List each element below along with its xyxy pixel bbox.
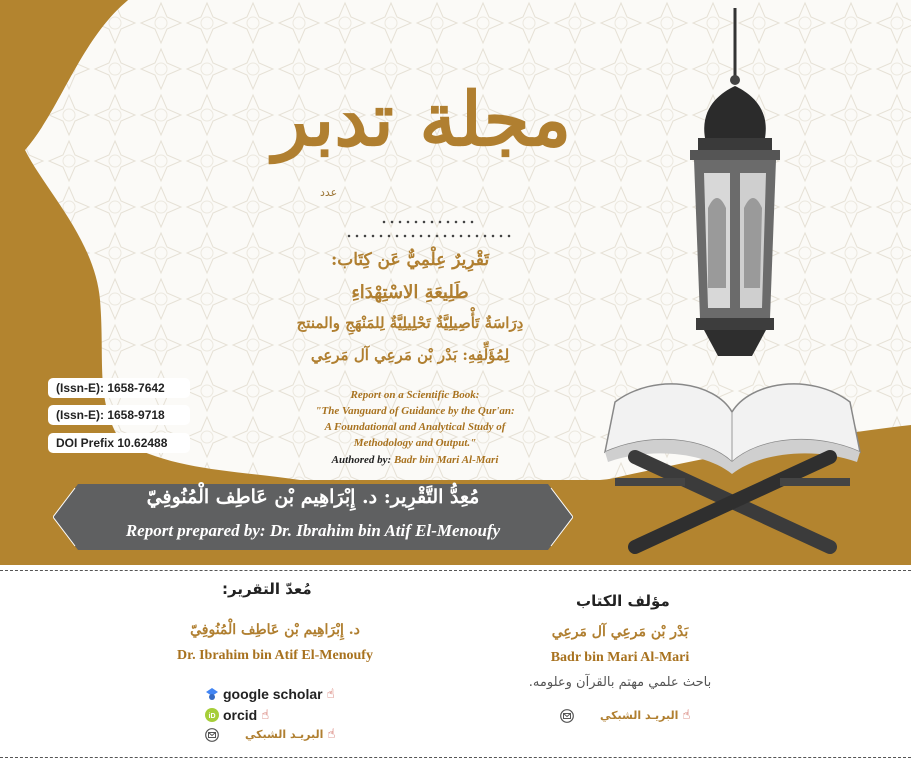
preparer-name-ar: د. إِبْرَاهِيم بْن عَاطِف الْمُنُوفِيّ bbox=[190, 622, 360, 638]
report-title-ar-4: لِمُؤَلِّفِهِ: بَدْر بْن مَرعِي آل مَرعِي bbox=[310, 346, 510, 364]
orcid-link[interactable] bbox=[205, 707, 269, 723]
google-scholar-link[interactable] bbox=[205, 686, 335, 702]
author-name-ar: بَدْر بْن مَرعِي آل مَرعِي bbox=[551, 624, 689, 640]
pointing-hand-icon: ☝ bbox=[682, 708, 691, 723]
author-email-link[interactable] bbox=[560, 708, 690, 723]
google-scholar-icon bbox=[205, 687, 219, 701]
authored-by-line bbox=[260, 454, 570, 466]
dotted-divider bbox=[380, 220, 476, 224]
author-description: باحث علمي مهتم بالقرآن وعلومه. bbox=[528, 675, 712, 690]
authored-name: Badr bin Mari Al-Mari bbox=[393, 454, 499, 466]
report-title-ar-2: طَلِيعَةِ الاسْتِهْدَاءِ bbox=[351, 282, 469, 303]
lantern-image bbox=[680, 8, 790, 358]
dotted-divider bbox=[345, 234, 513, 238]
orcid-label: orcid bbox=[223, 707, 258, 723]
report-title-en-1: Report on a Scientific Book: bbox=[350, 389, 480, 401]
journal-logo-sub: عدد bbox=[320, 186, 338, 199]
journal-logo bbox=[262, 52, 582, 202]
doi-prefix: DOI Prefix 10.62488 bbox=[48, 433, 190, 453]
pointing-hand-icon: ☝ bbox=[327, 727, 336, 742]
author-name-en: Badr bin Mari Al-Mari bbox=[550, 650, 690, 665]
section-divider bbox=[0, 570, 911, 571]
issn-electronic: (Issn-E): 1658-7642 bbox=[48, 378, 190, 398]
journal-logo-text: مجلة تدبر bbox=[272, 77, 572, 163]
report-title-en-2: "The Vanguard of Guidance by the Qur'an: bbox=[315, 405, 515, 417]
preparer-email-link[interactable] bbox=[205, 727, 335, 742]
preparer-name-en: Dr. Ibrahim bin Atif El-Menoufy bbox=[177, 648, 373, 663]
authored-label: Authored by: bbox=[331, 454, 392, 466]
email-icon bbox=[205, 728, 219, 742]
section-divider bbox=[0, 757, 911, 758]
author-heading: مؤلف الكتاب bbox=[576, 592, 670, 610]
report-title-ar-1: تَقْرِيرٌ عِلْمِيٌّ عَن كِتَاب: bbox=[330, 250, 490, 270]
google-scholar-label: google scholar bbox=[223, 686, 323, 702]
email-icon bbox=[560, 709, 574, 723]
report-title-ar-3: دِرَاسَةٌ تَأْصِيلِيَّةٌ تَحْلِيلِيَّةٌ لِلمَنْهَجِ والمنتج bbox=[296, 314, 524, 332]
preparer-email-label: البريـد الشبكي bbox=[245, 728, 324, 741]
report-title-en-4: Methodology and Output." bbox=[353, 437, 477, 449]
quran-on-stand-image bbox=[595, 362, 870, 557]
preparer-banner-ar: مُعِدُّ التَّقْرِير: د. إِبْرَاهِيم بْن عَاطِف الْمُنُوفِيّ bbox=[146, 486, 480, 508]
report-title-en-3: A Foundational and Analytical Study of bbox=[324, 421, 506, 433]
issn-print: (Issn-E): 1658-9718 bbox=[48, 405, 190, 425]
preparer-banner-en: Report prepared by: Dr. Ibrahim bin Atif El-Menoufy bbox=[125, 521, 501, 540]
preparer-heading: مُعدّ التقرير: bbox=[222, 580, 312, 598]
author-email-label: البريـد الشبكي bbox=[600, 709, 679, 722]
orcid-icon bbox=[205, 708, 219, 722]
pointing-hand-icon: ☝ bbox=[261, 707, 270, 723]
svg-text:iD: iD bbox=[208, 713, 216, 720]
pointing-hand-icon: ☝ bbox=[326, 686, 335, 702]
